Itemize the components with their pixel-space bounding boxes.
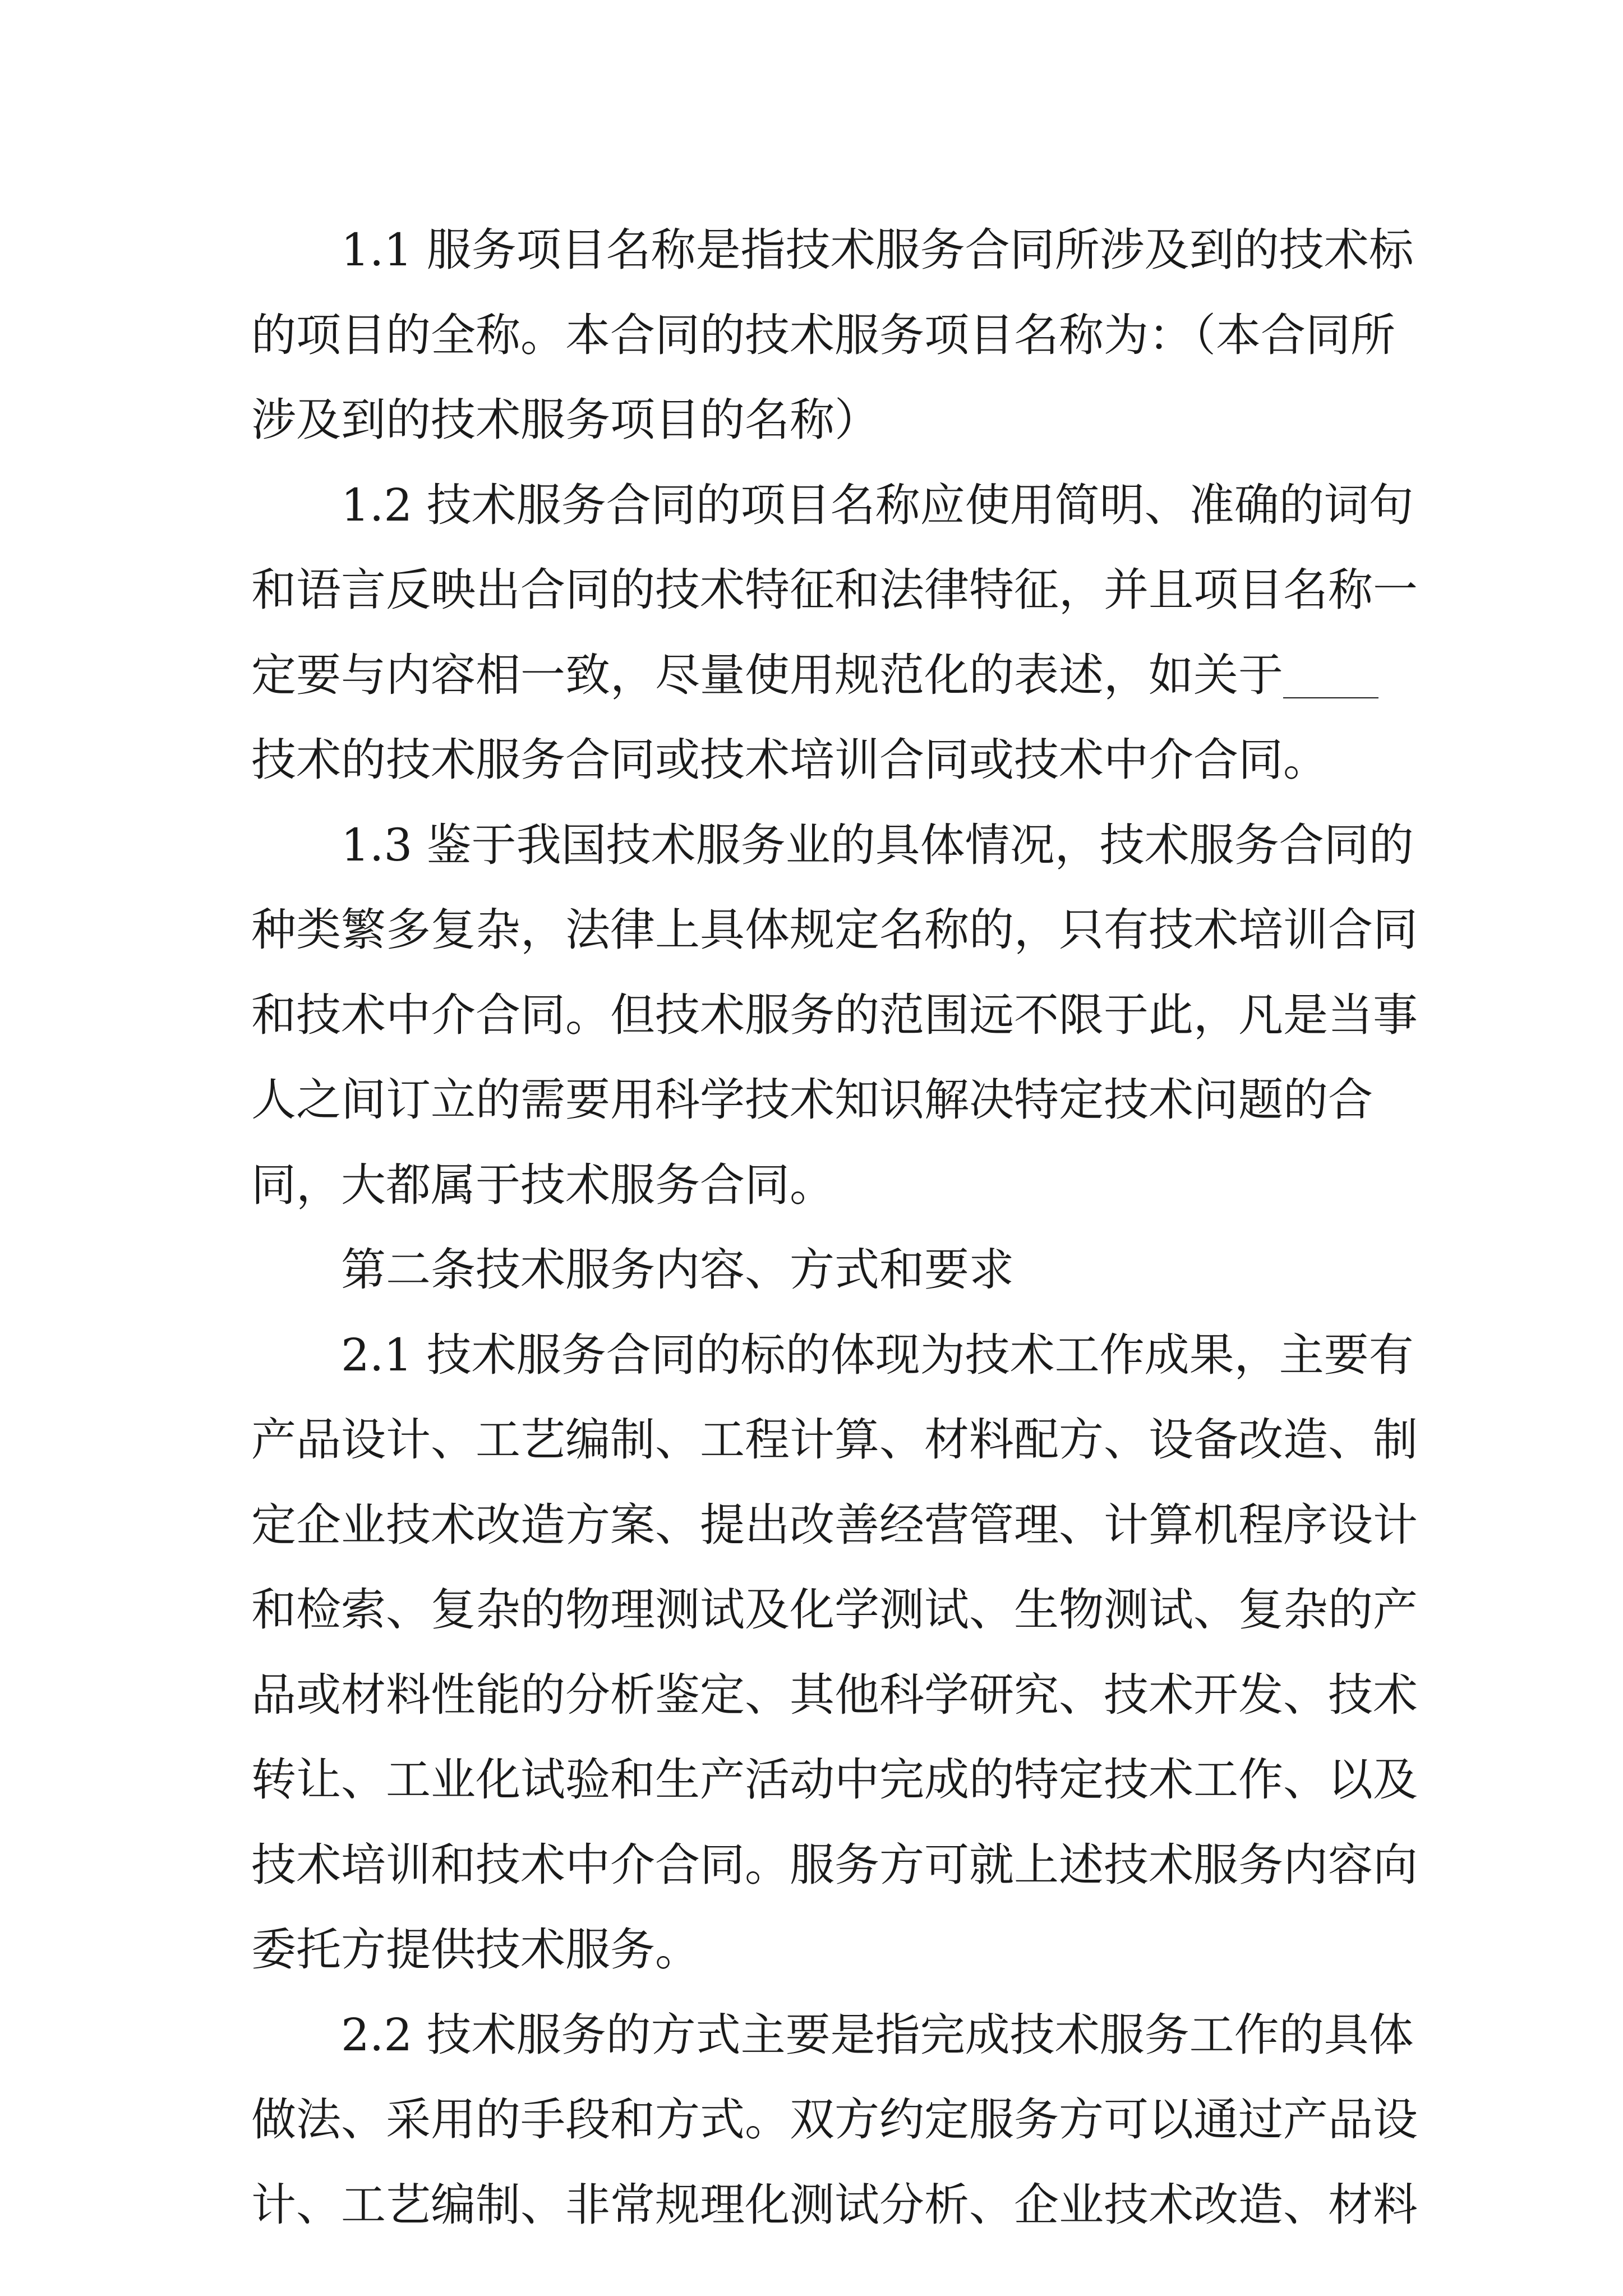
paragraph-2-2-line-3: 计、工艺编制、非常规理化测试分析、企业技术改造、材料	[251, 2178, 1418, 2231]
paragraph-1-1-line-2: 的项目的全称。本合同的技术服务项目名称为：（本合同所	[251, 309, 1395, 361]
paragraph-1-3-line-5: 同，大都属于技术服务合同。	[251, 1158, 834, 1211]
document-body	[251, 208, 1418, 2247]
paragraph-1-2-line-1: 1.2 技术服务合同的项目名称应使用简明、准确的词句	[341, 478, 1414, 531]
paragraph-1-3-line-3: 和技术中介合同。但技术服务的范围远不限于此，凡是当事	[251, 988, 1418, 1041]
paragraph-1-2-line-2: 和语言反映出合同的技术特征和法律特征，并且项目名称一	[251, 564, 1418, 616]
paragraph-1-2-line-3	[251, 633, 1378, 718]
paragraph-1-3-line-1: 1.3 鉴于我国技术服务业的具体情况，技术服务合同的	[341, 818, 1414, 871]
paragraph-2-2-line-2: 做法、采用的手段和方式。双方约定服务方可以通过产品设	[251, 2093, 1418, 2146]
paragraph-2-1-line-6: 转让、工业化试验和生产活动中完成的特定技术工作、以及	[251, 1754, 1418, 1806]
paragraph-1-3-line-4: 人之间订立的需要用科学技术知识解决特定技术问题的合	[251, 1074, 1373, 1126]
paragraph-2-2-line-1: 2.2 技术服务的方式主要是指完成技术服务工作的具体	[341, 2008, 1414, 2061]
paragraph-2-1-line-8: 委托方提供技术服务。	[251, 1924, 700, 1976]
paragraph-2-1-line-3: 定企业技术改造方案、提出改善经营管理、计算机程序设计	[251, 1498, 1418, 1551]
paragraph-1-3-line-2: 种类繁多复杂，法律上具体规定名称的，只有技术培训合同	[251, 904, 1418, 956]
paragraph-1-2-line-4: 技术的技术服务合同或技术培训合同或技术中介合同。	[251, 734, 1328, 786]
section-heading-article-2: 第二条技术服务内容、方式和要求	[341, 1244, 1014, 1296]
paragraph-1-1-line-1: 1.1 服务项目名称是指技术服务合同所涉及到的技术标	[341, 224, 1414, 276]
paragraph-2-1-line-2: 产品设计、工艺编制、工程计算、材料配方、设备改造、制	[251, 1414, 1418, 1466]
paragraph-2-1-line-4: 和检索、复杂的物理测试及化学测试、生物测试、复杂的产	[251, 1584, 1418, 1636]
paragraph-2-1-line-1: 2.1 技术服务合同的标的体现为技术工作成果，主要有	[341, 1328, 1414, 1381]
paragraph-2-1-line-5: 品或材料性能的分析鉴定、其他科学研究、技术开发、技术	[251, 1668, 1418, 1721]
paragraph-1-1-line-3: 涉及到的技术服务项目的名称）	[251, 394, 879, 446]
paragraph-2-1-line-7: 技术培训和技术中介合同。服务方可就上述技术服务内容向	[251, 1838, 1418, 1891]
paragraph-1-2-line-3-text: 定要与内容相一致，尽量使用规范化的表述，如关于	[251, 648, 1283, 701]
fill-in-blank-underline	[1283, 697, 1378, 698]
